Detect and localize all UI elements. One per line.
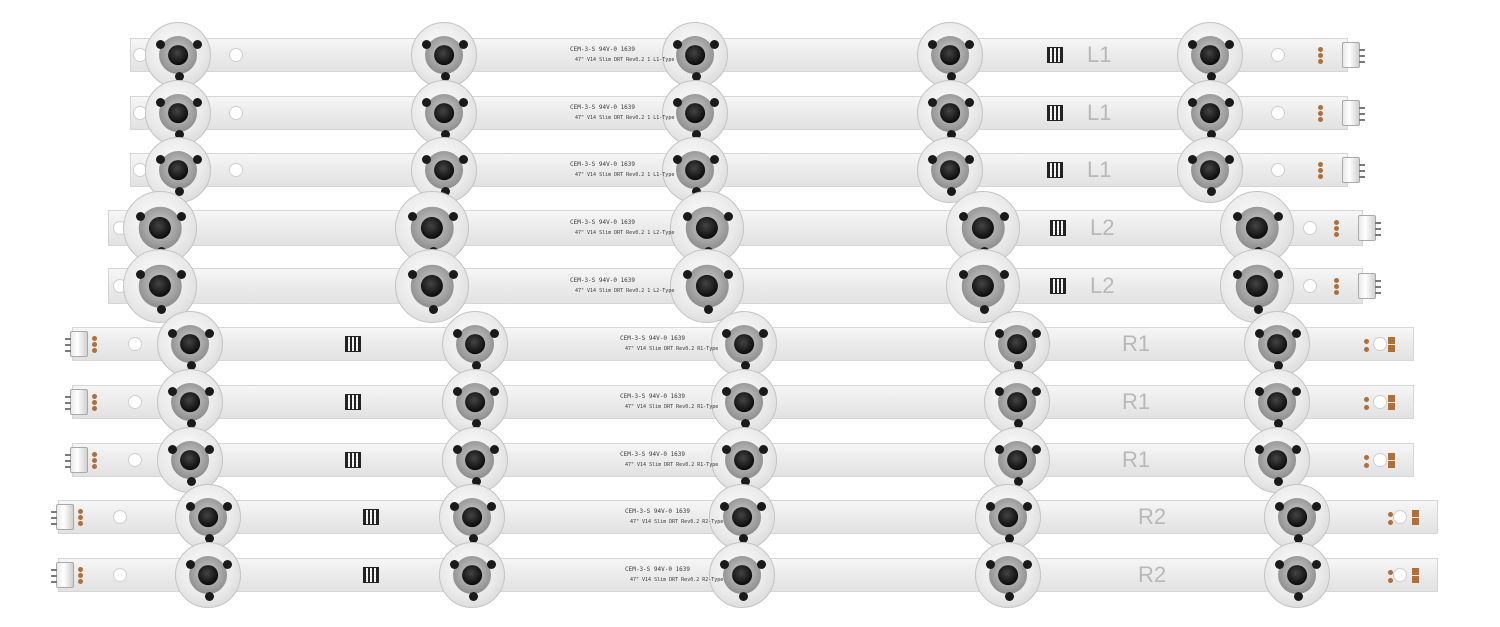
- mounting-hole: [128, 453, 142, 467]
- copper-pad: [78, 515, 83, 520]
- connector-pin: [65, 350, 71, 352]
- lens-leg: [205, 445, 214, 454]
- lens-leg: [1023, 560, 1032, 569]
- copper-pad: [92, 464, 97, 469]
- lens-core: [198, 565, 218, 585]
- qr-code-icon: [1047, 47, 1063, 63]
- connector-pin: [65, 338, 71, 340]
- copper-pad: [78, 579, 83, 584]
- lens-leg: [1032, 329, 1041, 338]
- qr-code-icon: [363, 509, 379, 525]
- copper-pad: [1318, 105, 1323, 110]
- lens-core: [1007, 392, 1027, 412]
- copper-pad: [92, 342, 97, 347]
- lens-core: [180, 450, 200, 470]
- connector-pin: [1375, 228, 1381, 230]
- connector-pin: [65, 344, 71, 346]
- strip-code-line1: CEM-3-S 94V-0 1639: [625, 508, 691, 515]
- led-lens-icon: [145, 22, 211, 88]
- lens-leg: [739, 592, 748, 601]
- connector-icon: [56, 562, 74, 588]
- lens-leg: [1225, 155, 1234, 164]
- copper-pad: [1364, 405, 1369, 410]
- connector-pin: [1359, 176, 1365, 178]
- led-lens-icon: [662, 22, 728, 88]
- strip-code-line2: 47" V14 Slim DRT Rev0.2 R2-Type: [630, 519, 724, 525]
- connector-pin: [1359, 61, 1365, 63]
- lens-leg: [759, 445, 768, 454]
- copper-pad-square: [1412, 576, 1419, 583]
- lens-core: [1200, 103, 1220, 123]
- lens-leg: [965, 40, 974, 49]
- copper-pad: [78, 567, 83, 572]
- lens-core: [1200, 45, 1220, 65]
- mounting-hole: [1271, 163, 1285, 177]
- led-lens-icon: [442, 311, 508, 377]
- led-lens-icon: [157, 427, 223, 493]
- lens-leg: [1225, 40, 1234, 49]
- connector-pin: [51, 569, 57, 571]
- led-strip-3: [130, 153, 1348, 187]
- copper-pad: [1318, 47, 1323, 52]
- connector-icon: [1358, 215, 1376, 241]
- lens-core: [734, 450, 754, 470]
- led-lens-icon: [1177, 137, 1243, 203]
- connector-pin: [1375, 292, 1381, 294]
- connector-pin: [51, 575, 57, 577]
- copper-pad: [92, 452, 97, 457]
- lens-leg: [136, 212, 145, 221]
- copper-pad: [1364, 463, 1369, 468]
- connector-pin: [1359, 107, 1365, 109]
- mounting-hole: [1271, 48, 1285, 62]
- copper-pad: [1318, 111, 1323, 116]
- lens-core: [734, 334, 754, 354]
- led-lens-icon: [1177, 22, 1243, 88]
- connector-pin: [65, 408, 71, 410]
- mounting-hole: [113, 510, 127, 524]
- mounting-hole: [128, 337, 142, 351]
- lens-leg: [980, 305, 989, 314]
- copper-pad-square: [1388, 453, 1395, 460]
- lens-core: [734, 392, 754, 412]
- lens-core: [180, 334, 200, 354]
- copper-pad-square: [1412, 510, 1419, 517]
- strip-code-line1: CEM-3-S 94V-0 1639: [570, 277, 636, 284]
- lens-leg: [490, 387, 499, 396]
- strip-code-line1: CEM-3-S 94V-0 1639: [570, 219, 636, 226]
- qr-code-icon: [1050, 220, 1066, 236]
- connector-pin: [65, 402, 71, 404]
- lens-leg: [965, 155, 974, 164]
- lens-leg: [459, 40, 468, 49]
- mounting-hole: [1303, 279, 1317, 293]
- lens-leg: [408, 270, 417, 279]
- qr-code-icon: [1050, 278, 1066, 294]
- copper-pad: [1334, 278, 1339, 283]
- lens-core: [1267, 392, 1287, 412]
- connector-pin: [1359, 170, 1365, 172]
- lens-core: [462, 507, 482, 527]
- lens-core: [434, 103, 454, 123]
- connector-pin: [51, 517, 57, 519]
- mounting-hole: [229, 48, 243, 62]
- mounting-hole: [113, 568, 127, 582]
- lens-leg: [1032, 445, 1041, 454]
- led-lens-icon: [984, 369, 1050, 435]
- lens-core: [434, 160, 454, 180]
- led-lens-icon: [984, 311, 1050, 377]
- qr-code-icon: [1047, 162, 1063, 178]
- strip-code-line1: CEM-3-S 94V-0 1639: [620, 335, 686, 342]
- lens-leg: [449, 212, 458, 221]
- connector-icon: [70, 447, 88, 473]
- mounting-hole: [1393, 510, 1407, 524]
- connector-pin: [65, 454, 71, 456]
- connector-pin: [51, 581, 57, 583]
- strip-code-line2: 47" V14 Slim DRT Rev0.2 1 L2-Type: [575, 288, 675, 294]
- lens-leg: [205, 592, 214, 601]
- led-lens-icon: [395, 249, 469, 323]
- copper-pad-square: [1412, 568, 1419, 575]
- connector-pin: [1375, 286, 1381, 288]
- strip-type-label: R1: [1122, 331, 1151, 356]
- lens-leg: [710, 98, 719, 107]
- lens-core: [168, 160, 188, 180]
- lens-leg: [193, 155, 202, 164]
- lens-leg: [1032, 387, 1041, 396]
- copper-pad: [92, 348, 97, 353]
- copper-pad-square: [1388, 461, 1395, 468]
- lens-leg: [1292, 445, 1301, 454]
- led-lens-icon: [1264, 484, 1330, 550]
- lens-leg: [459, 155, 468, 164]
- connector-pin: [65, 460, 71, 462]
- lens-leg: [408, 212, 417, 221]
- connector-pin: [1375, 234, 1381, 236]
- strip-type-label: L2: [1090, 215, 1115, 240]
- copper-pad: [92, 458, 97, 463]
- copper-pad: [1334, 220, 1339, 225]
- lens-core: [732, 507, 752, 527]
- lens-leg: [1233, 270, 1242, 279]
- lens-leg: [193, 98, 202, 107]
- strip-code-line1: CEM-3-S 94V-0 1639: [570, 104, 636, 111]
- connector-pin: [1359, 164, 1365, 166]
- lens-leg: [205, 387, 214, 396]
- connector-pin: [51, 511, 57, 513]
- copper-pad: [1364, 339, 1369, 344]
- connector-pin: [1359, 55, 1365, 57]
- lens-leg: [193, 40, 202, 49]
- connector-pin: [1359, 49, 1365, 51]
- lens-leg: [1292, 387, 1301, 396]
- strip-code-line2: 47" V14 Slim DRT Rev0.2 1 L1-Type: [575, 115, 675, 121]
- led-lens-icon: [709, 542, 775, 608]
- copper-pad: [1388, 578, 1393, 583]
- lens-core: [732, 565, 752, 585]
- lens-core: [465, 392, 485, 412]
- connector-pin: [1375, 280, 1381, 282]
- mounting-hole: [229, 106, 243, 120]
- qr-code-icon: [1047, 105, 1063, 121]
- lens-leg: [177, 270, 186, 279]
- lens-leg: [757, 560, 766, 569]
- connector-pin: [51, 523, 57, 525]
- led-lens-icon: [157, 311, 223, 377]
- copper-pad: [92, 394, 97, 399]
- lens-core: [940, 160, 960, 180]
- lens-leg: [1225, 98, 1234, 107]
- lens-leg: [187, 477, 196, 486]
- strip-type-label: R2: [1138, 562, 1167, 587]
- mounting-hole: [1393, 568, 1407, 582]
- strip-type-label: L1: [1087, 100, 1112, 125]
- led-lens-icon: [439, 484, 505, 550]
- mounting-hole: [128, 395, 142, 409]
- strip-code-line1: CEM-3-S 94V-0 1639: [620, 451, 686, 458]
- led-lens-icon: [442, 369, 508, 435]
- lens-core: [168, 103, 188, 123]
- lens-leg: [1254, 305, 1263, 314]
- copper-pad: [92, 400, 97, 405]
- connector-icon: [1342, 42, 1360, 68]
- connector-icon: [70, 389, 88, 415]
- lens-leg: [965, 98, 974, 107]
- connector-icon: [1342, 157, 1360, 183]
- lens-leg: [487, 560, 496, 569]
- copper-pad-square: [1388, 403, 1395, 410]
- copper-pad: [1318, 168, 1323, 173]
- copper-pad: [78, 521, 83, 526]
- strip-type-label: R1: [1122, 447, 1151, 472]
- led-lens-icon: [917, 22, 983, 88]
- copper-pad-square: [1412, 518, 1419, 525]
- lens-core: [180, 392, 200, 412]
- lens-core: [465, 450, 485, 470]
- copper-pad: [1318, 53, 1323, 58]
- copper-pad: [1364, 455, 1369, 460]
- strip-code-line1: CEM-3-S 94V-0 1639: [570, 161, 636, 168]
- connector-pin: [1359, 113, 1365, 115]
- led-lens-icon: [157, 369, 223, 435]
- led-lens-icon: [442, 427, 508, 493]
- strip-code-line2: 47" V14 Slim DRT Rev0.2 1 L1-Type: [575, 172, 675, 178]
- copper-pad: [1364, 397, 1369, 402]
- lens-leg: [205, 329, 214, 338]
- qr-code-icon: [363, 567, 379, 583]
- lens-leg: [759, 387, 768, 396]
- led-lens-icon: [711, 311, 777, 377]
- lens-leg: [136, 270, 145, 279]
- lens-leg: [724, 270, 733, 279]
- lens-core: [940, 45, 960, 65]
- lens-leg: [704, 305, 713, 314]
- lens-leg: [1000, 270, 1009, 279]
- lens-leg: [959, 270, 968, 279]
- copper-pad: [1388, 570, 1393, 575]
- lens-core: [998, 507, 1018, 527]
- lens-leg: [449, 270, 458, 279]
- copper-pad: [1334, 226, 1339, 231]
- copper-pad: [1334, 290, 1339, 295]
- lens-leg: [1294, 592, 1303, 601]
- lens-leg: [710, 40, 719, 49]
- led-lens-icon: [175, 484, 241, 550]
- copper-pad: [92, 406, 97, 411]
- strip-type-label: L2: [1090, 273, 1115, 298]
- led-lens-icon: [975, 542, 1041, 608]
- copper-pad: [78, 573, 83, 578]
- copper-pad: [1318, 174, 1323, 179]
- connector-icon: [70, 331, 88, 357]
- strip-code-line2: 47" V14 Slim DRT Rev0.2 R1-Type: [625, 404, 719, 410]
- lens-leg: [157, 305, 166, 314]
- lens-leg: [223, 560, 232, 569]
- strip-type-label: R2: [1138, 504, 1167, 529]
- copper-pad: [1318, 117, 1323, 122]
- copper-pad-square: [1388, 337, 1395, 344]
- lens-leg: [223, 502, 232, 511]
- copper-pad: [92, 336, 97, 341]
- lens-leg: [1000, 212, 1009, 221]
- lens-core: [1200, 160, 1220, 180]
- strip-code-line2: 47" V14 Slim DRT Rev0.2 R1-Type: [625, 462, 719, 468]
- mounting-hole: [1271, 106, 1285, 120]
- lens-core: [434, 45, 454, 65]
- strip-type-label: L1: [1087, 42, 1112, 67]
- lens-leg: [683, 212, 692, 221]
- strip-code-line1: CEM-3-S 94V-0 1639: [570, 46, 636, 53]
- strip-code-line2: 47" V14 Slim DRT Rev0.2 1 L2-Type: [575, 230, 675, 236]
- lens-leg: [487, 502, 496, 511]
- mounting-hole: [1373, 453, 1387, 467]
- led-lens-icon: [975, 484, 1041, 550]
- led-lens-icon: [1244, 311, 1310, 377]
- lens-leg: [1005, 592, 1014, 601]
- qr-code-icon: [345, 394, 361, 410]
- lens-leg: [710, 155, 719, 164]
- connector-icon: [1342, 100, 1360, 126]
- lens-leg: [683, 270, 692, 279]
- led-lens-icon: [1244, 427, 1310, 493]
- led-lens-icon: [411, 22, 477, 88]
- connector-pin: [65, 396, 71, 398]
- copper-pad: [78, 509, 83, 514]
- copper-pad: [1388, 512, 1393, 517]
- strip-code-line2: 47" V14 Slim DRT Rev0.2 R1-Type: [625, 346, 719, 352]
- qr-code-icon: [345, 336, 361, 352]
- lens-core: [1007, 334, 1027, 354]
- copper-pad-square: [1388, 395, 1395, 402]
- lens-leg: [1292, 329, 1301, 338]
- led-lens-icon: [175, 542, 241, 608]
- lens-leg: [1274, 477, 1283, 486]
- copper-pad: [1364, 347, 1369, 352]
- lens-leg: [1312, 560, 1321, 569]
- copper-pad: [1334, 284, 1339, 289]
- lens-core: [1287, 565, 1307, 585]
- lens-leg: [1274, 212, 1283, 221]
- strip-code-line2: 47" V14 Slim DRT Rev0.2 R2-Type: [630, 577, 724, 583]
- lens-leg: [1233, 212, 1242, 221]
- copper-pad: [1334, 232, 1339, 237]
- led-lens-icon: [1264, 542, 1330, 608]
- lens-leg: [947, 187, 956, 196]
- lens-core: [1267, 450, 1287, 470]
- copper-pad: [1318, 162, 1323, 167]
- lens-core: [685, 160, 705, 180]
- connector-icon: [56, 504, 74, 530]
- lens-core: [1007, 450, 1027, 470]
- lens-leg: [1207, 187, 1216, 196]
- led-lens-icon: [439, 542, 505, 608]
- led-lens-icon: [984, 427, 1050, 493]
- led-lens-icon: [711, 369, 777, 435]
- lens-leg: [429, 305, 438, 314]
- lens-leg: [459, 98, 468, 107]
- mounting-hole: [1373, 337, 1387, 351]
- lens-leg: [959, 212, 968, 221]
- lens-leg: [490, 445, 499, 454]
- strip-code-line2: 47" V14 Slim DRT Rev0.2 1 L1-Type: [575, 57, 675, 63]
- lens-leg: [1023, 502, 1032, 511]
- lens-core: [1287, 507, 1307, 527]
- mounting-hole: [1303, 221, 1317, 235]
- lens-leg: [1274, 270, 1283, 279]
- lens-leg: [177, 212, 186, 221]
- connector-pin: [1359, 119, 1365, 121]
- copper-pad-square: [1388, 345, 1395, 352]
- led-strip-1: [130, 38, 1348, 72]
- lens-core: [198, 507, 218, 527]
- qr-code-icon: [345, 452, 361, 468]
- lens-leg: [469, 592, 478, 601]
- mounting-hole: [1373, 395, 1387, 409]
- connector-icon: [1358, 273, 1376, 299]
- strip-code-line1: CEM-3-S 94V-0 1639: [620, 393, 686, 400]
- lens-core: [1267, 334, 1287, 354]
- lens-core: [685, 103, 705, 123]
- lens-leg: [759, 329, 768, 338]
- copper-pad: [1388, 520, 1393, 525]
- copper-pad: [1318, 59, 1323, 64]
- lens-core: [940, 103, 960, 123]
- led-lens-icon: [1244, 369, 1310, 435]
- lens-core: [168, 45, 188, 65]
- lens-core: [685, 45, 705, 65]
- lens-leg: [490, 329, 499, 338]
- strip-type-label: L1: [1087, 157, 1112, 182]
- lens-leg: [1312, 502, 1321, 511]
- lens-core: [998, 565, 1018, 585]
- strip-type-label: R1: [1122, 389, 1151, 414]
- connector-pin: [65, 466, 71, 468]
- lens-core: [465, 334, 485, 354]
- connector-pin: [1375, 222, 1381, 224]
- led-strip-2: [130, 96, 1348, 130]
- mounting-hole: [229, 163, 243, 177]
- lens-core: [462, 565, 482, 585]
- strip-code-line1: CEM-3-S 94V-0 1639: [625, 566, 691, 573]
- lens-leg: [724, 212, 733, 221]
- led-lens-icon: [709, 484, 775, 550]
- lens-leg: [757, 502, 766, 511]
